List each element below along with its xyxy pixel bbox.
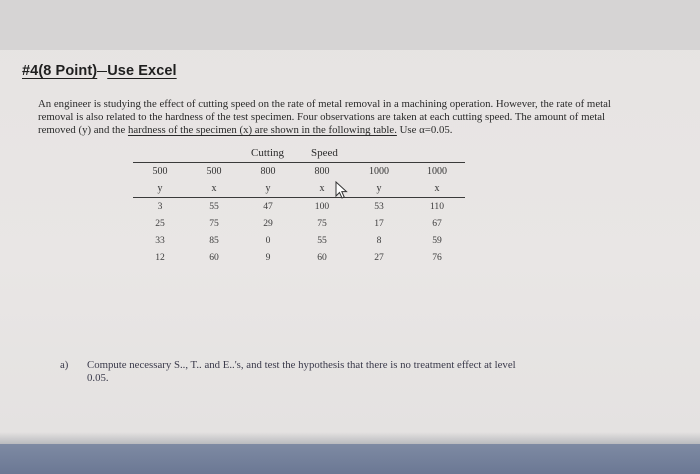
table-cell: 110 [429, 201, 445, 212]
table-cell: 0 [265, 235, 271, 246]
header-speed: Speed [311, 147, 338, 159]
table-cell: 85 [209, 235, 219, 246]
speed-cell: 800 [260, 166, 276, 177]
speed-cell: 1000 [369, 166, 389, 177]
table-cell: 75 [317, 218, 327, 229]
bottom-shadow [0, 432, 700, 444]
table-row [133, 249, 465, 266]
variable-cell: x [319, 183, 325, 194]
table-cell: 47 [263, 201, 273, 212]
mouse-pointer-icon [335, 181, 349, 204]
statement-underlined-phrase: hardness of the specimen (x) are shown in the following table. [127, 124, 397, 136]
variable-cell: y [376, 183, 382, 194]
statement-line-1: An engineer is studying the effect of cutting speed on the rate of metal removal in a machining operation. However, the rate of metal [38, 98, 611, 110]
table-cell: 17 [374, 218, 384, 229]
statement-alpha: Use α=0.05. [396, 124, 453, 136]
table-cell: 8 [376, 235, 382, 246]
variable-cell: y [157, 183, 163, 194]
table-group-header [133, 146, 465, 162]
heading-underline-gap [97, 71, 107, 72]
problem-number: #4(8 Point) [22, 63, 98, 79]
table-cell: 76 [432, 252, 442, 263]
header-cutting: Cutting [251, 147, 285, 159]
table-cell: 33 [155, 235, 165, 246]
table-cell: 25 [155, 218, 165, 229]
table-cell: 60 [209, 252, 219, 263]
table-cell: 55 [209, 201, 219, 212]
bottom-band [0, 444, 700, 474]
table-cell: 29 [263, 218, 273, 229]
speed-row [133, 163, 465, 180]
table-cell: 12 [155, 252, 165, 263]
table-row [133, 198, 465, 215]
table-cell: 75 [209, 218, 219, 229]
table-cell: 9 [265, 252, 271, 263]
speed-cell: 500 [152, 166, 168, 177]
question-text-line-1: Compute necessary S.., T.. and E..'s, and test the hypothesis that there is no treatment effect at level [87, 359, 516, 371]
data-table [133, 146, 465, 266]
statement-line-3 [38, 124, 678, 137]
speed-cell: 800 [314, 166, 330, 177]
statement-line-3-start: removed (y) and the [38, 124, 128, 136]
table-row [133, 232, 465, 249]
question-text-line-2: 0.05. [87, 372, 109, 384]
question-label: a) [60, 359, 69, 371]
problem-statement [38, 98, 678, 137]
problem-heading [22, 63, 177, 79]
variable-cell: x [211, 183, 217, 194]
table-cell: 67 [432, 218, 442, 229]
table-cell: 60 [317, 252, 327, 263]
table-cell: 3 [157, 201, 163, 212]
variable-cell: x [434, 183, 440, 194]
statement-line-2: removal is also related to the hardness of the test specimen. Four observations are taken at each cutting speed. The amount of metal [38, 111, 606, 123]
variable-row [133, 180, 465, 197]
speed-cell: 1000 [427, 166, 447, 177]
table-cell: 53 [374, 201, 384, 212]
variable-cell: y [265, 183, 271, 194]
table-cell: 100 [314, 201, 330, 212]
top-margin [0, 0, 700, 50]
table-row [133, 215, 465, 232]
problem-instruction: Use Excel [107, 63, 177, 79]
table-cell: 27 [374, 252, 384, 263]
table-cell: 59 [432, 235, 442, 246]
table-cell: 55 [317, 235, 327, 246]
speed-cell: 500 [206, 166, 222, 177]
